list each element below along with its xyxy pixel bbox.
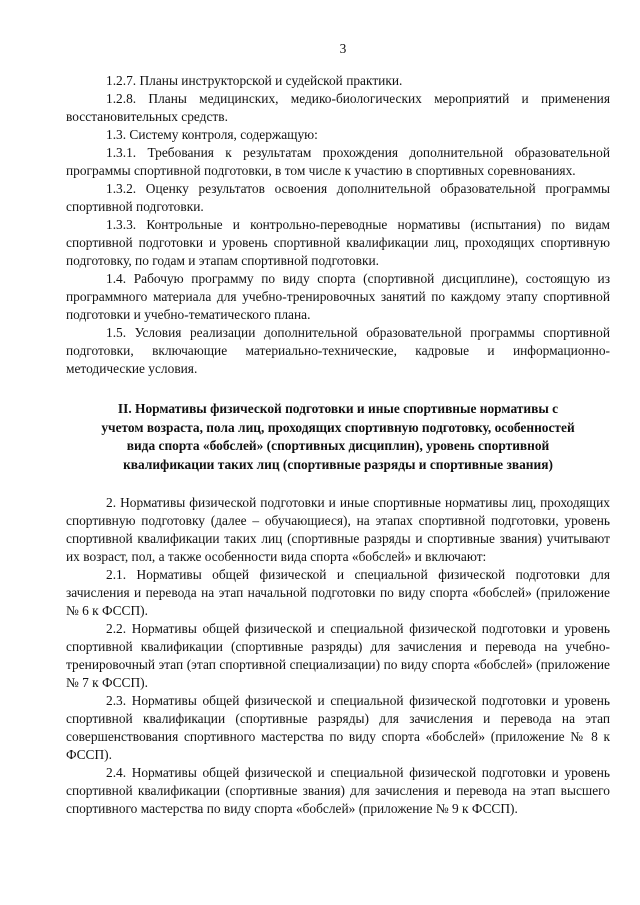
paragraphs-top (66, 72, 610, 378)
paragraphs-bottom (66, 494, 610, 818)
paragraph-1-5: 1.5. Условия реализации дополнительной образовательной программы спортивной подготовки, включающие материально-технические, кадровые и информационно-методические условия. (66, 325, 610, 376)
paragraph-1-2-7: 1.2.7. Планы инструкторской и судейской практики. (106, 73, 403, 88)
paragraph-2-3: 2.3. Нормативы общей физической и специальной физической подготовки и уровень спортивной квалификации (спортивные разряды) для зачисления и перевода на этап совершенствования спортивного мастерства по виду спорта «бобслей» (приложение № 8 к ФССП). (66, 693, 610, 762)
section-heading (66, 400, 610, 474)
paragraph-1-4: 1.4. Рабочую программу по виду спорта (спортивной дисциплине), состоящую из программного материала для учебно-тренировочных занятий по каждому этапу спортивной подготовки и учебно-тематического плана. (66, 271, 610, 322)
paragraph-1-3-2: 1.3.2. Оценку результатов освоения дополнительной образовательной программы спортивной подготовки. (66, 181, 610, 214)
paragraph-1-2-8: 1.2.8. Планы медицинских, медико-биологических мероприятий и применения восстановительных средств. (66, 91, 610, 124)
paragraph-1-3-3: 1.3.3. Контрольные и контрольно-переводные нормативы (испытания) по видам спортивной подготовки и уровень спортивной квалификации лиц, проходящих спортивную подготовку, по годам и этапам спортивной подготовки. (66, 217, 610, 268)
paragraph-1-3-1: 1.3.1. Требования к результатам прохождения дополнительной образовательной программы спортивной подготовки, в том числе к участию в спортивных соревнованиях. (66, 145, 610, 178)
paragraph-1-3: 1.3. Систему контроля, содержащую: (106, 127, 318, 142)
section-heading-line-3: вида спорта «бобслей» (спортивных дисциплин), уровень спортивной (126, 438, 550, 453)
section-heading-line-2: учетом возраста, пола лиц, проходящих спортивную подготовку, особенностей (101, 419, 575, 435)
section-heading-line-1: II. Нормативы физической подготовки и иные спортивные нормативы с (117, 401, 559, 416)
page-number: 3 (339, 41, 347, 56)
paragraph-2-1: 2.1. Нормативы общей физической и специальной физической подготовки для зачисления и перевода на этап начальной подготовки по виду спорта «бобслей» (приложение № 6 к ФССП). (66, 567, 610, 618)
section-heading-line-4: квалификации таких лиц (спортивные разряды и спортивные звания) (123, 456, 553, 472)
paragraph-2-2: 2.2. Нормативы общей физической и специальной физической подготовки и уровень спортивной квалификации (спортивные разряды) для зачисления и перевода на учебно-тренировочный этап (этап спортивной специализации) по виду спорта «бобслей» (приложение № 7 к ФССП). (66, 621, 610, 690)
paragraph-2-4: 2.4. Нормативы общей физической и специальной физической подготовки и уровень спортивной квалификации (спортивные звания) для зачисления и перевода на этап высшего спортивного мастерства по виду спорта «бобслей» (приложение № 9 к ФССП). (66, 765, 610, 816)
paragraph-2: 2. Нормативы физической подготовки и иные спортивные нормативы лиц, проходящих спортивную подготовку (далее – обучающиеся), на этапах спортивной подготовки, уровень спортивной квалификации таких лиц (спортивные разряды и спортивные звания) учитывают их возраст, пол, а также особенности вида спорта «бобслей» и включают: (66, 495, 610, 564)
